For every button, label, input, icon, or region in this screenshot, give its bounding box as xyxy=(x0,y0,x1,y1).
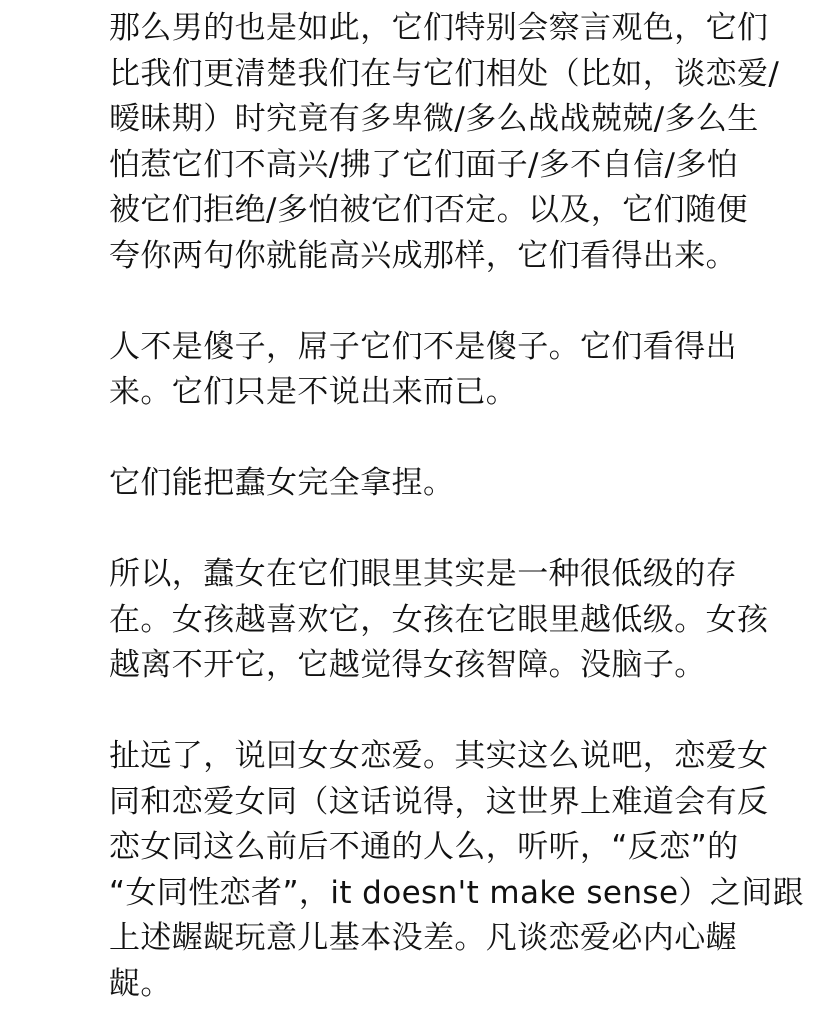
article-body xyxy=(109,6,815,1007)
text-line: 上述龌龊玩意儿基本没差。凡谈恋爱必内心龌 xyxy=(109,920,737,956)
text-line: 在。女孩越喜欢它，女孩在它眼里越低级。女孩 xyxy=(109,601,769,638)
text-line: 龊。 xyxy=(109,965,172,1002)
text-line: 怕惹它们不高兴/拂了它们面子/多不自信/多怕 xyxy=(109,146,739,183)
text-line: 那么男的也是如此，它们特别会察言观色，它们 xyxy=(109,10,769,46)
text-line: 人不是傻子，屌子它们不是傻子。它们看得出 xyxy=(109,328,737,365)
text-line: 扯远了，说回女女恋爱。其实这么说吧，恋爱女 xyxy=(109,738,769,774)
text-line: “女同性恋者”，it doesn't make sense）之间跟 xyxy=(109,874,805,911)
text-line: 来。它们只是不说出来而已。 xyxy=(109,374,518,410)
paragraph-gap xyxy=(109,279,815,325)
text-line: 同和恋爱女同（这话说得，这世界上难道会有反 xyxy=(109,783,769,820)
paragraph-1 xyxy=(109,6,815,279)
text-line: 它们能把蠢女完全拿捏。 xyxy=(109,465,455,501)
paragraph-gap xyxy=(109,507,815,553)
text-line: 越离不开它，它越觉得女孩智障。没脑子。 xyxy=(109,647,706,683)
text-line: 恋女同这么前后不通的人么，听听，“反恋”的 xyxy=(109,829,739,865)
paragraph-4 xyxy=(109,552,815,689)
paragraph-3 xyxy=(109,461,815,507)
text-line: 比我们更清楚我们在与它们相处（比如，谈恋爱/ xyxy=(109,55,780,92)
paragraph-2 xyxy=(109,325,815,416)
paragraph-gap xyxy=(109,689,815,735)
paragraph-gap xyxy=(109,416,815,462)
text-line: 所以，蠢女在它们眼里其实是一种很低级的存 xyxy=(109,556,737,592)
paragraph-5 xyxy=(109,734,815,1007)
text-line: 暧昧期）时究竟有多卑微/多么战战兢兢/多么生 xyxy=(109,101,759,137)
text-line: 被它们拒绝/多怕被它们否定。以及，它们随便 xyxy=(109,192,748,228)
text-line: 夸你两句你就能高兴成那样，它们看得出来。 xyxy=(109,237,737,274)
